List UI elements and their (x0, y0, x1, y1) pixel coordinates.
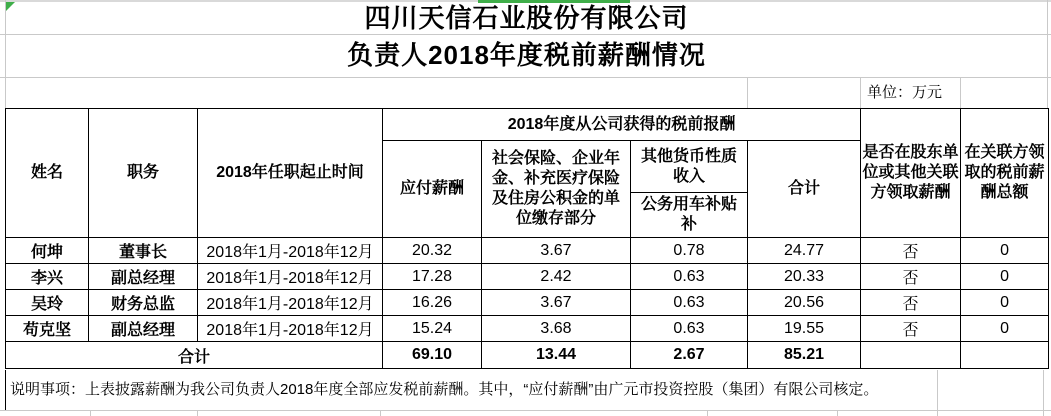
cell-social[interactable]: 2.42 (482, 264, 631, 290)
total-social[interactable]: 13.44 (482, 342, 631, 369)
cell-social[interactable]: 3.68 (482, 316, 631, 342)
cell-related[interactable]: 0 (961, 238, 1049, 264)
cell-other[interactable]: 0.63 (631, 290, 748, 316)
cell-tenure[interactable]: 2018年1月-2018年12月 (198, 316, 383, 342)
gridline (937, 411, 938, 416)
cell-name[interactable]: 何坤 (6, 238, 89, 264)
gridline (1043, 411, 1044, 416)
header-cell-payable[interactable]: 应付薪酬 (383, 141, 482, 238)
header-cell-position[interactable]: 职务 (89, 109, 198, 238)
table-row (6, 238, 1049, 264)
total-row (6, 342, 1049, 369)
note-cell[interactable]: 说明事项：上表披露薪酬为我公司负责人2018年度全部应发税前薪酬。其中，“应付薪酬”由广元市投资控股（集团）有限公司核定。 (5, 370, 942, 410)
gridline (937, 370, 938, 410)
header-cell-shareholder[interactable]: 是否在股东单位或其他关联方领取薪酬 (861, 109, 961, 238)
header-cell-tenure[interactable]: 2018年任职起止时间 (198, 109, 383, 238)
cell-total[interactable]: 19.55 (748, 316, 861, 342)
cell-payable[interactable]: 16.26 (383, 290, 482, 316)
header-cell-other-monetary[interactable]: 其他货币性质收入 (631, 141, 748, 193)
cell-related[interactable]: 0 (961, 290, 1049, 316)
gridline (747, 77, 748, 108)
cell-name[interactable]: 苟克坚 (6, 316, 89, 342)
cell-shareholder[interactable]: 否 (861, 238, 961, 264)
cell-related[interactable]: 0 (961, 264, 1049, 290)
gridline (0, 410, 1051, 411)
cell-social[interactable]: 3.67 (482, 290, 631, 316)
total-payable[interactable]: 69.10 (383, 342, 482, 369)
cell-tenure[interactable]: 2018年1月-2018年12月 (198, 264, 383, 290)
cell-position[interactable]: 财务总监 (89, 290, 198, 316)
total-other[interactable]: 2.67 (631, 342, 748, 369)
cell-other[interactable]: 0.78 (631, 238, 748, 264)
cell-tenure[interactable]: 2018年1月-2018年12月 (198, 290, 383, 316)
gridline (197, 411, 198, 416)
salary-table (5, 108, 1049, 369)
cell-name[interactable]: 吴玲 (6, 290, 89, 316)
report-title[interactable]: 负责人2018年度税前薪酬情况 (347, 40, 706, 70)
cell-position[interactable]: 董事长 (89, 238, 198, 264)
cell-tenure[interactable]: 2018年1月-2018年12月 (198, 238, 383, 264)
cell-total[interactable]: 20.33 (748, 264, 861, 290)
cell-shareholder[interactable]: 否 (861, 290, 961, 316)
cell-shareholder[interactable]: 否 (861, 316, 961, 342)
total-label[interactable]: 合计 (6, 342, 383, 369)
cell-total[interactable]: 24.77 (748, 238, 861, 264)
cell-name[interactable]: 李兴 (6, 264, 89, 290)
header-row-top (6, 109, 1049, 141)
cell-other[interactable]: 0.63 (631, 264, 748, 290)
unit-label[interactable]: 单位：万元 (867, 84, 943, 101)
cell-position[interactable]: 副总经理 (89, 264, 198, 290)
header-cell-social[interactable]: 社会保险、企业年金、补充医疗保险及住房公积金的单位缴存部分 (482, 141, 631, 238)
gridline (90, 411, 91, 416)
gridline (380, 411, 381, 416)
header-cell-pretax-group[interactable]: 2018年度从公司获得的税前报酬 (383, 109, 861, 141)
cell-related[interactable]: 0 (961, 316, 1049, 342)
cell-payable[interactable]: 15.24 (383, 316, 482, 342)
cell-payable[interactable]: 17.28 (383, 264, 482, 290)
gridline (1043, 370, 1044, 410)
gridline (837, 411, 838, 416)
cell-total[interactable]: 20.56 (748, 290, 861, 316)
header-cell-car-subsidy[interactable]: 公务用车补贴补 (631, 193, 748, 238)
cell-social[interactable]: 3.67 (482, 238, 631, 264)
cell-position[interactable]: 副总经理 (89, 316, 198, 342)
table-row (6, 264, 1049, 290)
total-related[interactable] (961, 342, 1049, 369)
cell-other[interactable]: 0.63 (631, 316, 748, 342)
cell-payable[interactable]: 20.32 (383, 238, 482, 264)
total-shareholder[interactable] (861, 342, 961, 369)
table-row (6, 290, 1049, 316)
header-cell-related-party[interactable]: 在关联方领取的税前薪酬总额 (961, 109, 1049, 238)
cell-shareholder[interactable]: 否 (861, 264, 961, 290)
gridline (707, 411, 708, 416)
header-cell-subtotal[interactable]: 合计 (748, 141, 861, 238)
header-cell-name[interactable]: 姓名 (6, 109, 89, 238)
company-title[interactable]: 四川天信石业股份有限公司 (364, 3, 689, 33)
total-sum[interactable]: 85.21 (748, 342, 861, 369)
table-row (6, 316, 1049, 342)
